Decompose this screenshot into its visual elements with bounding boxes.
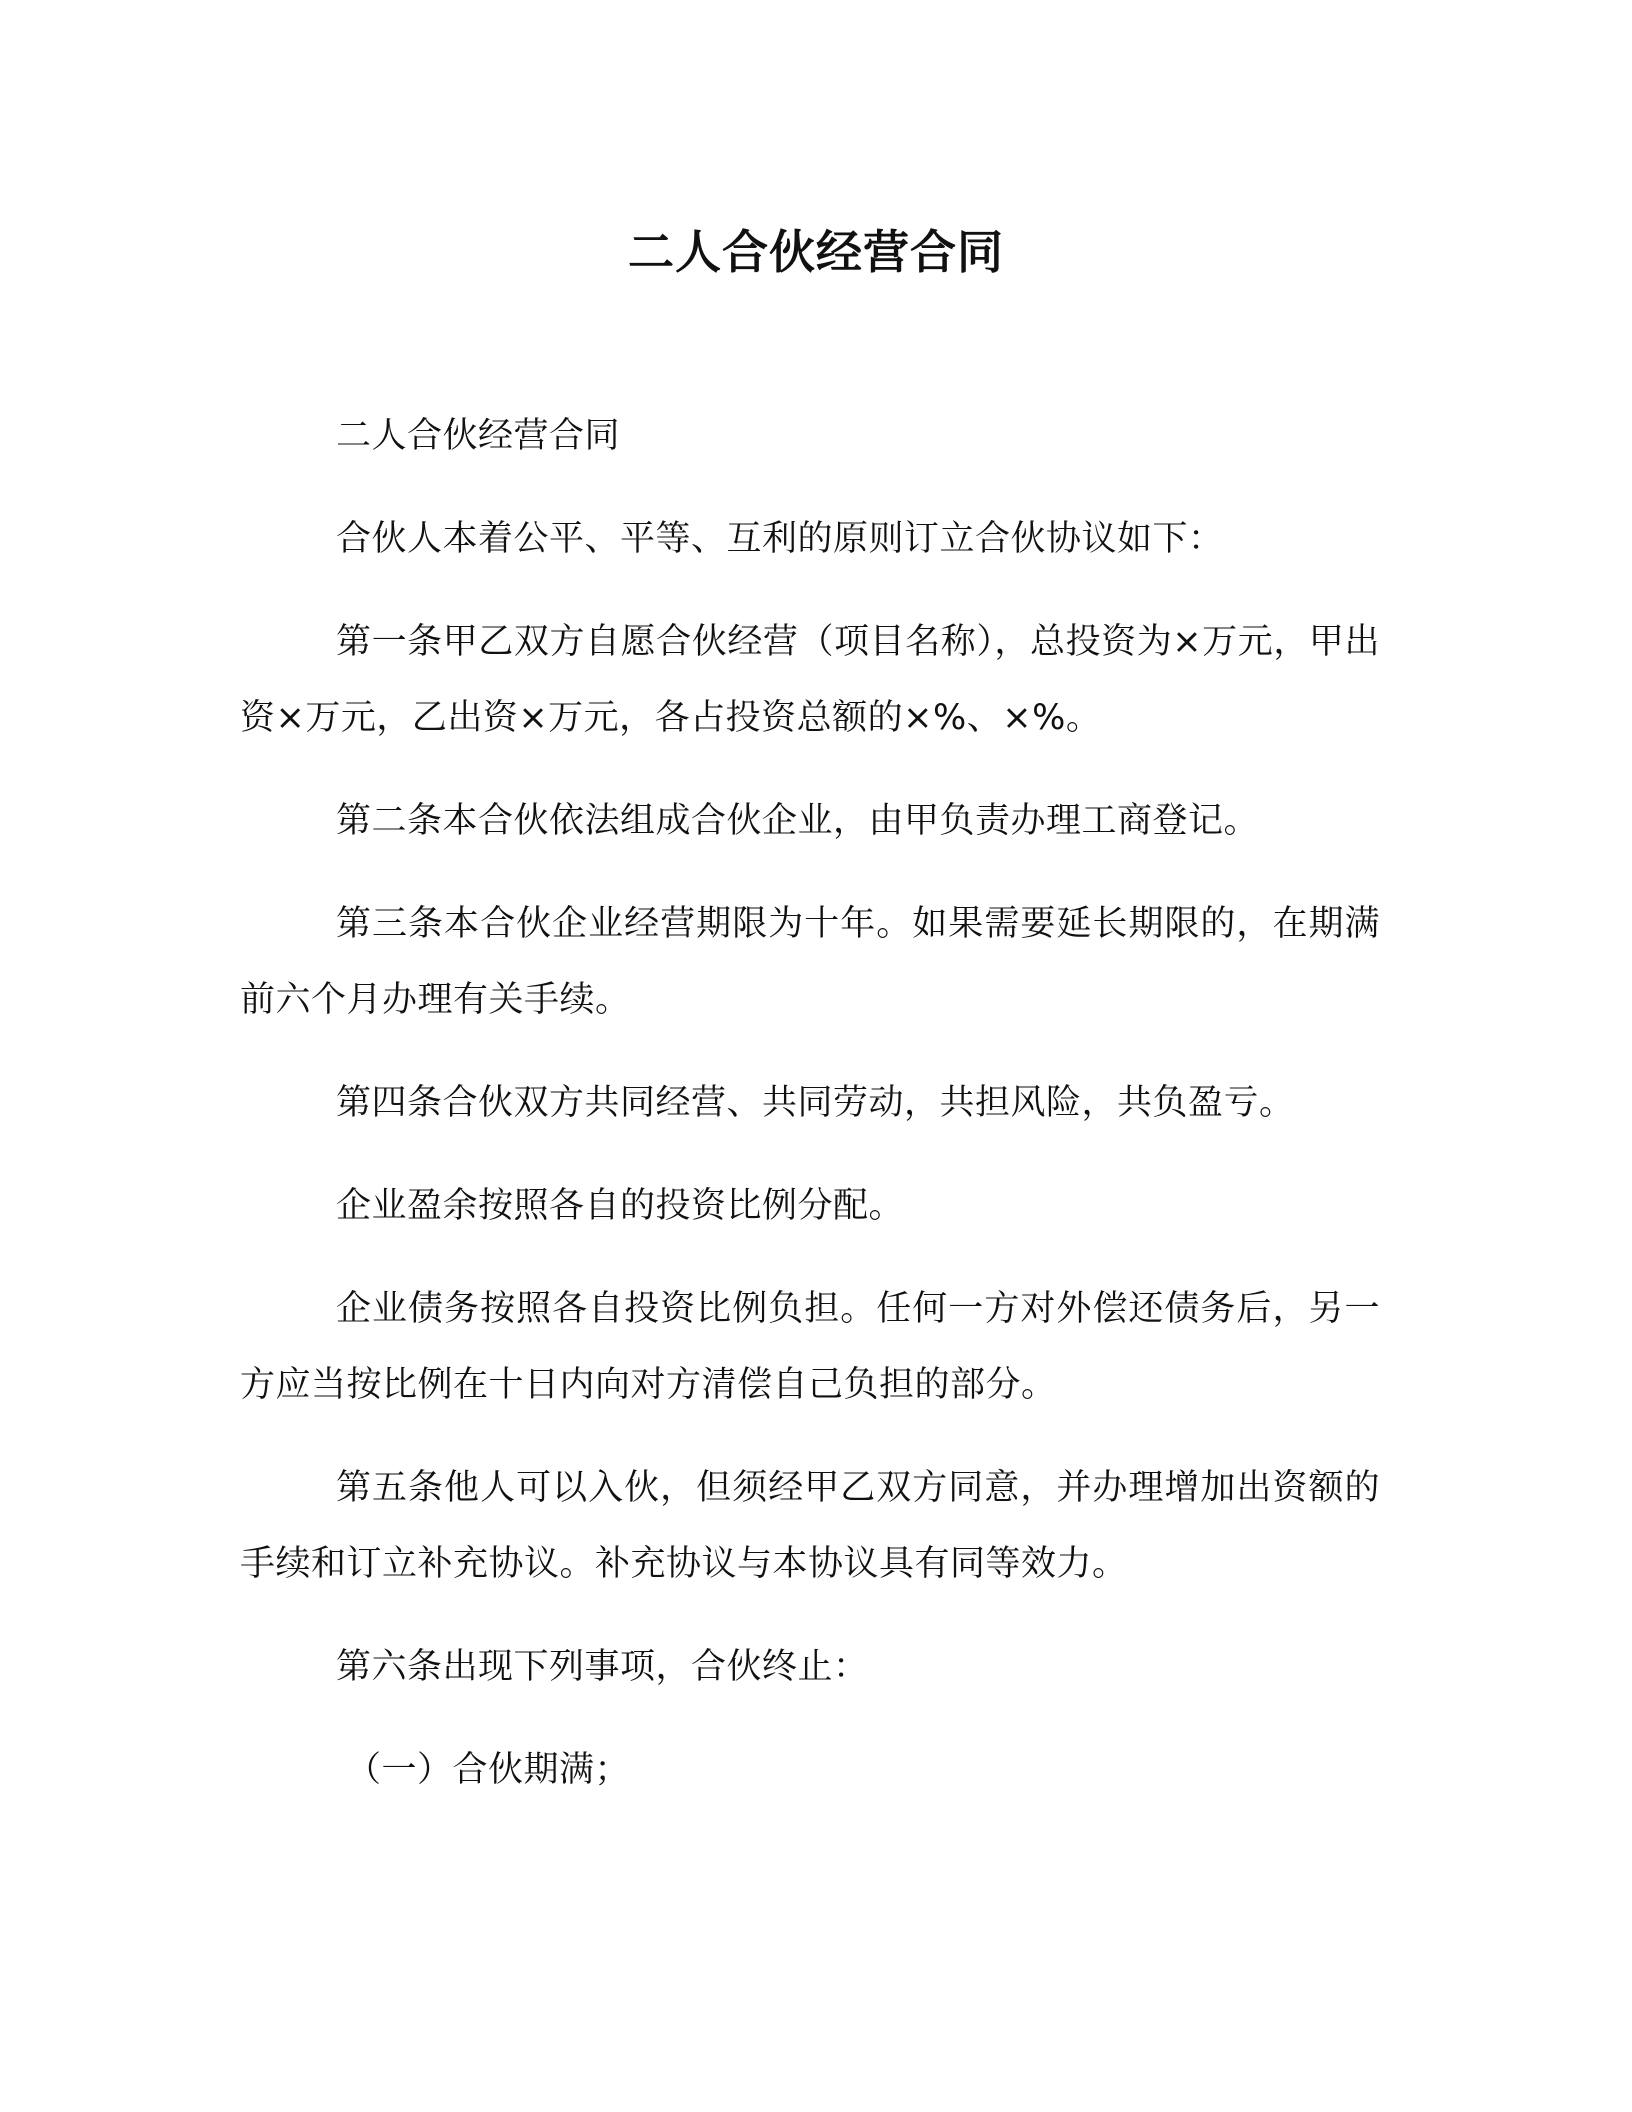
subtitle-paragraph: 二人合伙经营合同 [336, 416, 621, 456]
article-5-paragraph: 第五条他人可以入伙，但须经甲乙双方同意，并办理增加出资额的手续和订立补充协议。补充协议与本协议具有同等效力。 [240, 1468, 1380, 1584]
document-body [240, 398, 1380, 1835]
document-title: 二人合伙经营合同 [628, 225, 1004, 279]
article-4-paragraph: 第四条合伙双方共同经营、共同劳动，共担风险，共负盈亏。 [336, 1083, 1295, 1123]
termination-item-1: （一）合伙期满； [346, 1750, 631, 1790]
preamble-paragraph: 合伙人本着公平、平等、互利的原则订立合伙协议如下： [336, 519, 1224, 559]
profit-distribution-paragraph: 企业盈余按照各自的投资比例分配。 [336, 1186, 905, 1226]
debt-bearing-paragraph: 企业债务按照各自投资比例负担。任何一方对外偿还债务后，另一方应当按比例在十日内向对方清偿自己负担的部分。 [240, 1289, 1380, 1405]
article-1-paragraph: 第一条甲乙双方自愿合伙经营（项目名称），总投资为×万元，甲出资×万元，乙出资×万元，各占投资总额的×%、×%。 [240, 622, 1380, 738]
article-6-paragraph: 第六条出现下列事项，合伙终止： [336, 1647, 869, 1687]
article-3-paragraph: 第三条本合伙企业经营期限为十年。如果需要延长期限的，在期满前六个月办理有关手续。 [240, 904, 1380, 1020]
article-2-paragraph: 第二条本合伙依法组成合伙企业，由甲负责办理工商登记。 [336, 801, 1260, 841]
